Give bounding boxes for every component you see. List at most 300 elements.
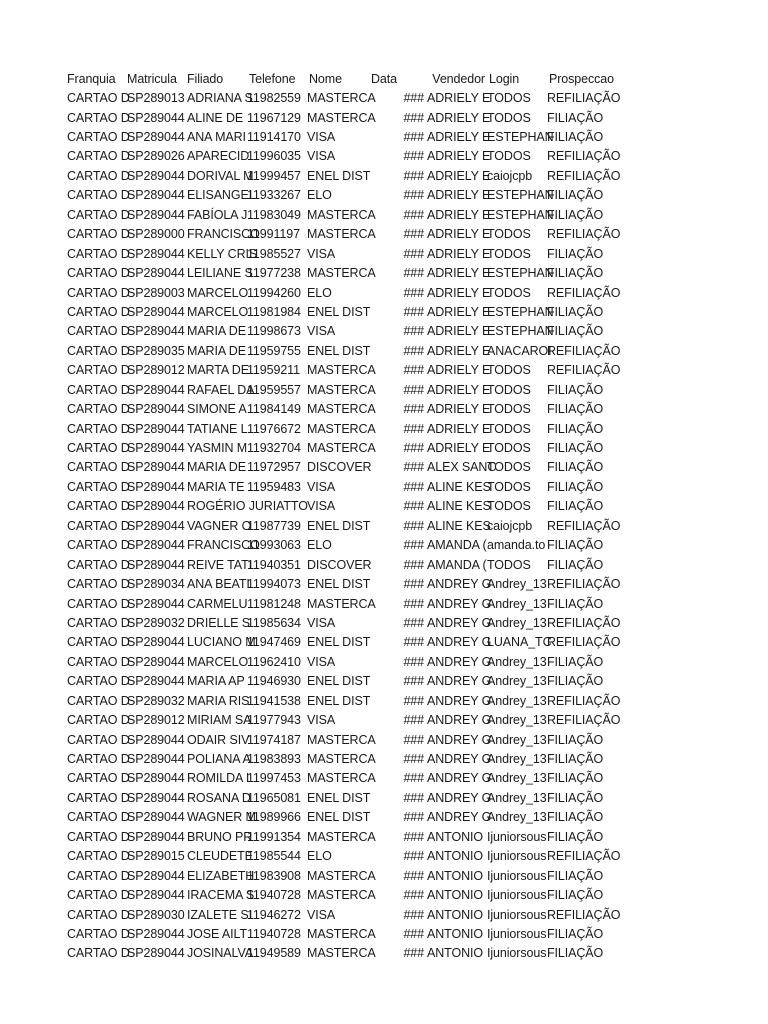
- cell-franquia: CARTAO D: [67, 324, 130, 339]
- cell-filiado: ANA BEATI: [187, 577, 250, 592]
- cell-matricula: SP289044: [127, 479, 185, 494]
- cell-vendedor: AMANDA (: [427, 538, 487, 553]
- cell-data: ###: [403, 421, 424, 436]
- table-row: [67, 419, 629, 438]
- cell-filiado: ROSANA D: [187, 790, 251, 805]
- table-row: [67, 847, 629, 866]
- cell-franquia: CARTAO D: [67, 460, 130, 475]
- cell-prospeccao: FILIAÇÃO: [547, 421, 604, 436]
- cell-data: ###: [403, 907, 424, 922]
- table-row: [67, 341, 629, 360]
- cell-nome: ENEL DIST: [307, 674, 371, 689]
- cell-nome: VISA: [307, 149, 336, 164]
- cell-matricula: SP289012: [127, 713, 185, 728]
- cell-matricula: SP289044: [127, 868, 185, 883]
- cell-prospeccao: FILIAÇÃO: [547, 188, 604, 203]
- cell-telefone: 11994073: [247, 577, 301, 592]
- cell-data: ###: [403, 304, 424, 319]
- cell-login: ESTEPHAN: [487, 188, 554, 203]
- cell-vendedor: ADRIELY E: [427, 227, 491, 242]
- table-row: [67, 477, 629, 496]
- cell-data: ###: [403, 363, 424, 378]
- table-row: [67, 808, 629, 827]
- cell-vendedor: ADRIELY E: [427, 91, 491, 106]
- cell-filiado: POLIANA A: [187, 752, 251, 767]
- table-row: [67, 672, 629, 691]
- cell-filiado: MARIA DE: [187, 324, 246, 339]
- cell-login: caiojcpb: [487, 168, 533, 183]
- cell-matricula: SP289000: [127, 227, 185, 242]
- cell-matricula: SP289044: [127, 130, 185, 145]
- cell-data: ###: [403, 168, 424, 183]
- cell-data: ###: [403, 538, 424, 553]
- cell-login: TODOS: [487, 91, 531, 106]
- cell-vendedor: ADRIELY E: [427, 246, 491, 261]
- cell-data: ###: [403, 460, 424, 475]
- cell-franquia: CARTAO D: [67, 615, 130, 630]
- cell-franquia: CARTAO D: [67, 188, 130, 203]
- cell-vendedor: ANTONIO: [427, 907, 484, 922]
- cell-franquia: CARTAO D: [67, 713, 130, 728]
- cell-prospeccao: REFILIAÇÃO: [547, 577, 621, 592]
- cell-vendedor: ANTONIO: [427, 946, 484, 961]
- cell-filiado: MARCELO: [187, 304, 249, 319]
- cell-login: ESTEPHAN: [487, 266, 554, 281]
- cell-nome: MASTERCA: [307, 382, 376, 397]
- table-row: [67, 866, 629, 885]
- cell-prospeccao: REFILIAÇÃO: [547, 343, 621, 358]
- cell-login: Ijuniorsous: [487, 868, 547, 883]
- cell-login: Ijuniorsous: [487, 849, 547, 864]
- cell-vendedor: ANTONIO: [427, 888, 484, 903]
- cell-login: Andrey_13: [487, 752, 547, 767]
- cell-prospeccao: REFILIAÇÃO: [547, 168, 621, 183]
- cell-franquia: CARTAO D: [67, 168, 130, 183]
- cell-matricula: SP289032: [127, 693, 185, 708]
- cell-login: Andrey_13: [487, 674, 547, 689]
- cell-nome: ENEL DIST: [307, 518, 371, 533]
- cell-filiado: JOSE AILT: [187, 926, 248, 941]
- cell-matricula: SP289003: [127, 285, 185, 300]
- table-row: [67, 399, 629, 418]
- cell-prospeccao: FILIAÇÃO: [547, 207, 604, 222]
- cell-login: Ijuniorsous: [487, 829, 547, 844]
- cell-matricula: SP289015: [127, 849, 185, 864]
- cell-filiado: LUCIANO M: [187, 635, 256, 650]
- cell-prospeccao: FILIAÇÃO: [547, 868, 604, 883]
- cell-vendedor: ANDREY G: [427, 635, 492, 650]
- cell-telefone: 11989966: [247, 810, 301, 825]
- cell-matricula: SP289044: [127, 810, 185, 825]
- cell-nome: MASTERCA: [307, 421, 376, 436]
- cell-franquia: CARTAO D: [67, 829, 130, 844]
- cell-telefone: 11959483: [247, 479, 301, 494]
- cell-franquia: CARTAO D: [67, 907, 130, 922]
- cell-nome: MASTERCA: [307, 110, 376, 125]
- cell-prospeccao: FILIAÇÃO: [547, 499, 604, 514]
- cell-nome: MASTERCA: [307, 926, 376, 941]
- table-row: [67, 147, 629, 166]
- cell-filiado: JOSINALVA: [187, 946, 254, 961]
- cell-login: ESTEPHAN: [487, 130, 554, 145]
- cell-login: Ijuniorsous: [487, 907, 547, 922]
- cell-telefone: 11982559: [247, 91, 301, 106]
- cell-login: Andrey_13: [487, 654, 547, 669]
- cell-vendedor: ANDREY G: [427, 713, 492, 728]
- cell-matricula: SP289044: [127, 946, 185, 961]
- cell-data: ###: [403, 130, 424, 145]
- cell-nome: VISA: [307, 499, 336, 514]
- cell-prospeccao: FILIAÇÃO: [547, 732, 604, 747]
- cell-nome: ELO: [307, 285, 332, 300]
- cell-matricula: SP289044: [127, 441, 185, 456]
- cell-login: Andrey_13: [487, 596, 547, 611]
- header-nome: Nome: [309, 71, 342, 86]
- cell-franquia: CARTAO D: [67, 304, 130, 319]
- header-prospeccao: Prospeccao: [549, 71, 615, 86]
- cell-login: TODOS: [487, 149, 531, 164]
- cell-login: Andrey_13: [487, 790, 547, 805]
- cell-data: ###: [403, 790, 424, 805]
- cell-data: ###: [403, 674, 424, 689]
- cell-nome: MASTERCA: [307, 441, 376, 456]
- cell-filiado: MARCELO: [187, 285, 249, 300]
- cell-prospeccao: FILIAÇÃO: [547, 382, 604, 397]
- cell-matricula: SP289044: [127, 790, 185, 805]
- cell-matricula: SP289044: [127, 732, 185, 747]
- cell-matricula: SP289034: [127, 577, 185, 592]
- cell-data: ###: [403, 732, 424, 747]
- table-row: [67, 924, 629, 943]
- cell-login: TODOS: [487, 285, 531, 300]
- cell-nome: MASTERCA: [307, 752, 376, 767]
- cell-vendedor: ALINE KES: [427, 479, 491, 494]
- cell-prospeccao: FILIAÇÃO: [547, 324, 604, 339]
- cell-prospeccao: FILIAÇÃO: [547, 538, 604, 553]
- cell-nome: VISA: [307, 246, 336, 261]
- cell-matricula: SP289044: [127, 324, 185, 339]
- cell-telefone: 11977943: [247, 713, 301, 728]
- cell-franquia: CARTAO D: [67, 518, 130, 533]
- cell-franquia: CARTAO D: [67, 926, 130, 941]
- cell-matricula: SP289044: [127, 460, 185, 475]
- cell-franquia: CARTAO D: [67, 577, 130, 592]
- cell-login: ESTEPHAN: [487, 207, 554, 222]
- header-data: Data: [371, 71, 398, 86]
- cell-telefone: 11991197: [247, 227, 300, 242]
- cell-filiado: ROMILDA I: [187, 771, 250, 786]
- cell-franquia: CARTAO D: [67, 674, 130, 689]
- cell-telefone: 11985527: [247, 246, 301, 261]
- cell-login: TODOS: [487, 246, 531, 261]
- table-row: [67, 944, 629, 963]
- cell-vendedor: ADRIELY E: [427, 421, 491, 436]
- cell-franquia: CARTAO D: [67, 499, 130, 514]
- cell-nome: ENEL DIST: [307, 577, 371, 592]
- cell-matricula: SP289032: [127, 615, 185, 630]
- cell-vendedor: ADRIELY E: [427, 304, 491, 319]
- cell-vendedor: ANTONIO: [427, 868, 484, 883]
- cell-matricula: SP289044: [127, 110, 185, 125]
- cell-prospeccao: FILIAÇÃO: [547, 946, 604, 961]
- cell-nome: ELO: [307, 849, 332, 864]
- cell-vendedor: ADRIELY E: [427, 382, 491, 397]
- cell-franquia: CARTAO D: [67, 771, 130, 786]
- cell-telefone: 11949589: [247, 946, 301, 961]
- cell-franquia: CARTAO D: [67, 207, 130, 222]
- cell-nome: VISA: [307, 324, 336, 339]
- cell-data: ###: [403, 246, 424, 261]
- cell-login: Ijuniorsous: [487, 926, 547, 941]
- cell-login: ESTEPHAN: [487, 304, 554, 319]
- cell-telefone: 11997453: [247, 771, 301, 786]
- cell-franquia: CARTAO D: [67, 596, 130, 611]
- cell-nome: MASTERCA: [307, 946, 376, 961]
- cell-login: ESTEPHAN: [487, 324, 554, 339]
- cell-data: ###: [403, 149, 424, 164]
- cell-filiado: REIVE TATI: [187, 557, 252, 572]
- cell-nome: ELO: [307, 188, 332, 203]
- cell-franquia: CARTAO D: [67, 149, 130, 164]
- cell-data: ###: [403, 207, 424, 222]
- cell-telefone: 11947469: [247, 635, 301, 650]
- cell-nome: ENEL DIST: [307, 168, 371, 183]
- cell-matricula: SP289044: [127, 246, 185, 261]
- cell-vendedor: ADRIELY E: [427, 110, 491, 125]
- cell-telefone: 11941538: [247, 693, 301, 708]
- cell-login: TODOS: [487, 479, 531, 494]
- cell-prospeccao: REFILIAÇÃO: [547, 285, 621, 300]
- cell-matricula: SP289044: [127, 771, 185, 786]
- cell-prospeccao: REFILIAÇÃO: [547, 635, 621, 650]
- cell-prospeccao: FILIAÇÃO: [547, 829, 604, 844]
- cell-filiado: ALINE DE: [187, 110, 244, 125]
- cell-filiado: YASMIN M: [187, 441, 248, 456]
- cell-telefone: 11972957: [247, 460, 301, 475]
- cell-telefone: 11983893: [247, 752, 301, 767]
- cell-franquia: CARTAO D: [67, 91, 130, 106]
- table-row: [67, 827, 629, 846]
- cell-prospeccao: FILIAÇÃO: [547, 402, 604, 417]
- cell-franquia: CARTAO D: [67, 654, 130, 669]
- cell-nome: ELO: [307, 538, 332, 553]
- cell-vendedor: ANDREY G: [427, 693, 492, 708]
- cell-vendedor: ANDREY G: [427, 577, 492, 592]
- table-row: [67, 633, 629, 652]
- cell-data: ###: [403, 402, 424, 417]
- cell-franquia: CARTAO D: [67, 441, 130, 456]
- cell-vendedor: ADRIELY E: [427, 266, 491, 281]
- cell-prospeccao: FILIAÇÃO: [547, 752, 604, 767]
- cell-vendedor: ANDREY G: [427, 615, 492, 630]
- cell-prospeccao: FILIAÇÃO: [547, 771, 604, 786]
- cell-telefone: 11959557: [247, 382, 301, 397]
- table-row: [67, 730, 629, 749]
- cell-prospeccao: REFILIAÇÃO: [547, 91, 621, 106]
- cell-nome: VISA: [307, 615, 336, 630]
- cell-filiado: IZALETE SI: [187, 907, 252, 922]
- cell-telefone: 11914170: [247, 130, 301, 145]
- cell-telefone: 11996035: [247, 149, 301, 164]
- cell-vendedor: ALEX SANC: [427, 460, 497, 475]
- cell-franquia: CARTAO D: [67, 790, 130, 805]
- table-row: [67, 438, 629, 457]
- cell-prospeccao: FILIAÇÃO: [547, 674, 604, 689]
- cell-filiado: MARIA DE: [187, 343, 246, 358]
- cell-filiado: CLEUDETE: [187, 849, 253, 864]
- cell-franquia: CARTAO D: [67, 732, 130, 747]
- cell-data: ###: [403, 479, 424, 494]
- table-row: [67, 205, 629, 224]
- cell-vendedor: ADRIELY E: [427, 207, 491, 222]
- cell-prospeccao: FILIAÇÃO: [547, 654, 604, 669]
- cell-data: ###: [403, 285, 424, 300]
- cell-filiado: CARMELU: [187, 596, 248, 611]
- cell-login: TODOS: [487, 557, 531, 572]
- cell-nome: VISA: [307, 654, 336, 669]
- cell-franquia: CARTAO D: [67, 752, 130, 767]
- cell-franquia: CARTAO D: [67, 130, 130, 145]
- cell-vendedor: ANDREY G: [427, 654, 492, 669]
- spreadsheet-grid: [67, 69, 629, 963]
- cell-matricula: SP289044: [127, 499, 185, 514]
- cell-data: ###: [403, 615, 424, 630]
- cell-telefone: 11976672: [247, 421, 301, 436]
- header-franquia: Franquia: [67, 71, 116, 86]
- cell-matricula: SP289012: [127, 363, 185, 378]
- cell-login: Ijuniorsous: [487, 888, 547, 903]
- cell-prospeccao: FILIAÇÃO: [547, 246, 604, 261]
- cell-matricula: SP289044: [127, 557, 185, 572]
- cell-login: Andrey_13: [487, 732, 547, 747]
- cell-login: Andrey_13: [487, 615, 547, 630]
- cell-nome: ENEL DIST: [307, 635, 371, 650]
- cell-prospeccao: FILIAÇÃO: [547, 130, 604, 145]
- cell-filiado: ELIZABETH: [187, 868, 255, 883]
- cell-prospeccao: FILIAÇÃO: [547, 596, 604, 611]
- cell-login: LUANA_TC: [487, 635, 552, 650]
- cell-telefone: 11981248: [247, 596, 301, 611]
- cell-vendedor: ANDREY G: [427, 596, 492, 611]
- cell-prospeccao: FILIAÇÃO: [547, 304, 604, 319]
- cell-telefone: 11993063: [247, 538, 301, 553]
- cell-telefone: 11932704: [247, 441, 301, 456]
- table-row: [67, 108, 629, 127]
- cell-login: amanda.to: [487, 538, 546, 553]
- table-row: [67, 283, 629, 302]
- cell-data: ###: [403, 888, 424, 903]
- cell-data: ###: [403, 441, 424, 456]
- cell-matricula: SP289044: [127, 752, 185, 767]
- cell-data: ###: [403, 713, 424, 728]
- cell-matricula: SP289044: [127, 829, 185, 844]
- cell-nome: MASTERCA: [307, 363, 376, 378]
- header-telefone: Telefone: [249, 71, 296, 86]
- cell-telefone: 11967129: [247, 110, 301, 125]
- cell-data: ###: [403, 771, 424, 786]
- cell-telefone: 11977238: [247, 266, 301, 281]
- cell-nome: MASTERCA: [307, 829, 376, 844]
- table-row: [67, 127, 629, 146]
- cell-filiado: MIRIAM SA: [187, 713, 252, 728]
- cell-franquia: CARTAO D: [67, 868, 130, 883]
- cell-login: TODOS: [487, 441, 531, 456]
- cell-franquia: CARTAO D: [67, 266, 130, 281]
- cell-prospeccao: REFILIAÇÃO: [547, 713, 621, 728]
- cell-vendedor: ANTONIO: [427, 849, 484, 864]
- cell-filiado: FABÍOLA J: [187, 207, 248, 222]
- header-matricula: Matricula: [127, 71, 177, 86]
- cell-telefone: 11999457: [247, 168, 301, 183]
- cell-nome: ENEL DIST: [307, 304, 371, 319]
- table-row: [67, 380, 629, 399]
- cell-data: ###: [403, 110, 424, 125]
- cell-vendedor: ANDREY G: [427, 752, 492, 767]
- cell-franquia: CARTAO D: [67, 363, 130, 378]
- cell-data: ###: [403, 227, 424, 242]
- cell-filiado: MARIA DE: [187, 460, 246, 475]
- cell-vendedor: ALINE KES: [427, 499, 491, 514]
- cell-data: ###: [403, 188, 424, 203]
- table-row: [67, 244, 629, 263]
- cell-telefone: 11983049: [247, 207, 301, 222]
- cell-nome: MASTERCA: [307, 91, 376, 106]
- cell-franquia: CARTAO D: [67, 849, 130, 864]
- cell-filiado: RAFAEL DA: [187, 382, 255, 397]
- cell-vendedor: ANTONIO: [427, 926, 484, 941]
- cell-telefone: 11991354: [247, 829, 301, 844]
- cell-vendedor: ANDREY G: [427, 790, 492, 805]
- cell-data: ###: [403, 324, 424, 339]
- cell-filiado: MARCELO: [187, 654, 249, 669]
- cell-prospeccao: REFILIAÇÃO: [547, 363, 621, 378]
- cell-vendedor: ADRIELY E: [427, 441, 491, 456]
- cell-vendedor: ADRIELY E: [427, 188, 491, 203]
- cell-matricula: SP289044: [127, 926, 185, 941]
- table-row: [67, 166, 629, 185]
- cell-prospeccao: REFILIAÇÃO: [547, 907, 621, 922]
- cell-matricula: SP289044: [127, 538, 185, 553]
- cell-matricula: SP289044: [127, 168, 185, 183]
- cell-data: ###: [403, 577, 424, 592]
- cell-prospeccao: FILIAÇÃO: [547, 110, 604, 125]
- cell-matricula: SP289044: [127, 188, 185, 203]
- cell-franquia: CARTAO D: [67, 110, 130, 125]
- cell-login: Ijuniorsous: [487, 946, 547, 961]
- header-vendedor: Vendedor: [432, 71, 485, 86]
- cell-telefone: 11940351: [247, 557, 301, 572]
- cell-data: ###: [403, 499, 424, 514]
- cell-vendedor: ADRIELY E: [427, 285, 491, 300]
- cell-data: ###: [403, 752, 424, 767]
- cell-nome: MASTERCA: [307, 596, 376, 611]
- cell-nome: ENEL DIST: [307, 790, 371, 805]
- cell-filiado: DRIELLE S: [187, 615, 251, 630]
- cell-nome: DISCOVER: [307, 460, 372, 475]
- cell-franquia: CARTAO D: [67, 246, 130, 261]
- cell-prospeccao: REFILIAÇÃO: [547, 849, 621, 864]
- cell-filiado: ANA MARI: [187, 130, 246, 145]
- cell-franquia: CARTAO D: [67, 382, 130, 397]
- cell-telefone: 11959211: [247, 363, 300, 378]
- cell-nome: MASTERCA: [307, 771, 376, 786]
- cell-filiado: FRANCISCO: [187, 227, 260, 242]
- cell-telefone: 11946272: [247, 907, 301, 922]
- cell-login: TODOS: [487, 382, 531, 397]
- cell-prospeccao: REFILIAÇÃO: [547, 227, 621, 242]
- cell-data: ###: [403, 557, 424, 572]
- cell-data: ###: [403, 946, 424, 961]
